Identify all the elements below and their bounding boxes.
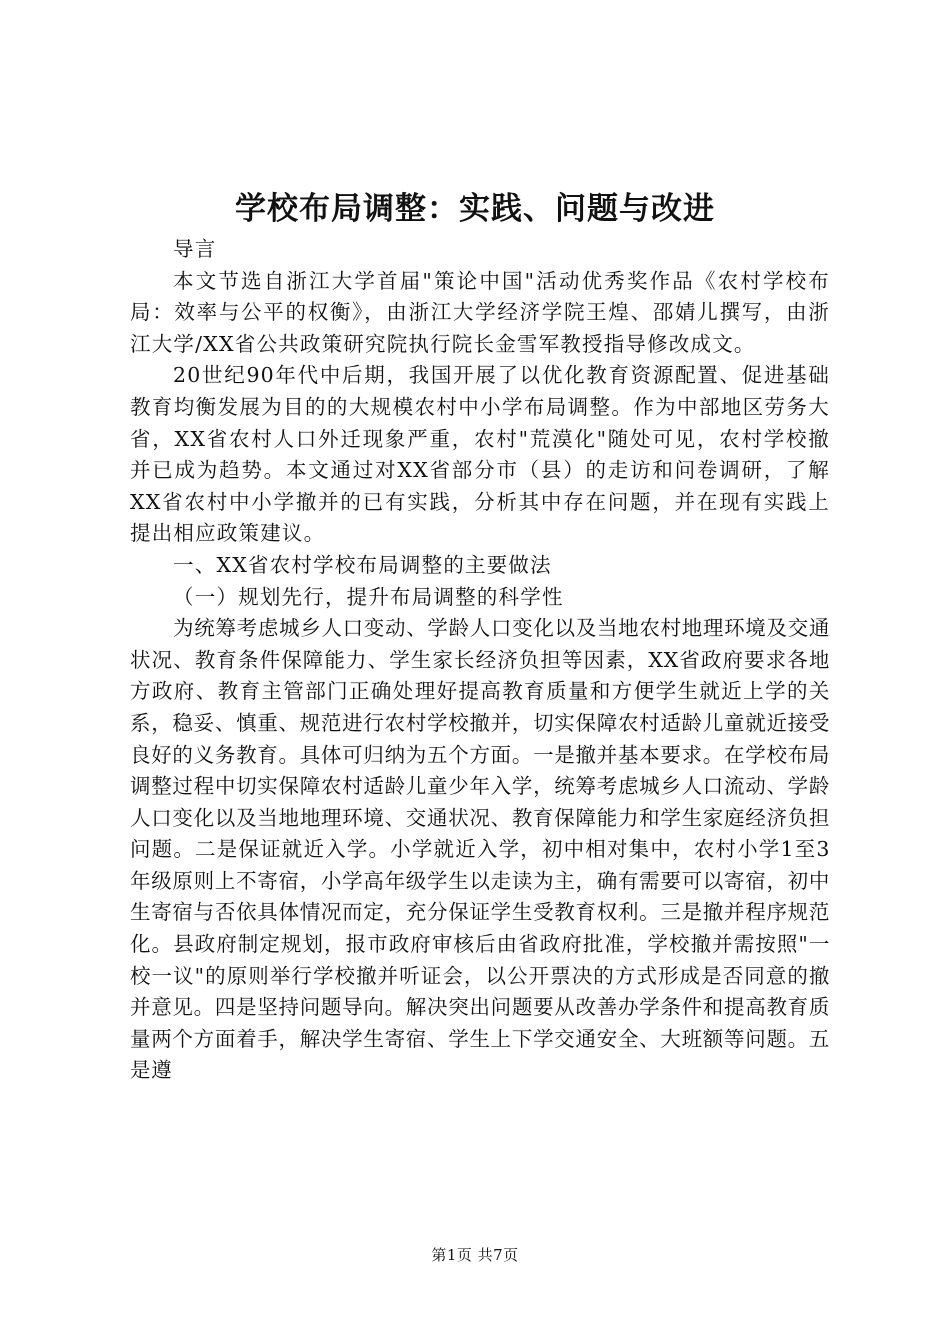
section-heading-intro: 导言 xyxy=(173,237,217,261)
section-heading-1: 一、XX省农村学校布局调整的主要做法 xyxy=(173,552,552,577)
subsection-heading-1-1: （一）规划先行，提升布局调整的科学性 xyxy=(173,584,564,609)
document-title: 学校布局调整：实践、问题与改进 xyxy=(235,191,715,227)
paragraph-background: 20世纪90年代中后期，我国开展了以优化教育资源配置、促进基础教育均衡发展为目的的大规模农村中小学布局调整。作为中部地区劳务大省，XX省农村人口外迁现象严重，农村"荒漠化"随处可见，农村学校撤并已成为趋势。本文通过对XX省部分市（县）的走访和问卷调研，了解XX省农村中小学撤并的已有实践，分析其中存在问题，并在现有实践上提出相应政策建议。 xyxy=(130,363,830,546)
paragraph-source-note: 本文节选自浙江大学首届"策论中国"活动优秀奖作品《农村学校布局：效率与公平的权衡》，由浙江大学经济学院王煌、邵婧儿撰写，由浙江大学/XX省公共政策研究院执行院长金雪军教授指导修改成文。 xyxy=(130,268,830,356)
page-number-footer: 第1页 共7页 xyxy=(431,1246,519,1264)
document-body xyxy=(130,234,830,1087)
paragraph-planning: 为统筹考虑城乡人口变动、学龄人口变化以及当地农村地理环境及交通状况、教育条件保障能力、学生家长经济负担等因素，XX省政府要求各地方政府、教育主管部门正确处理好提高教育质量和方便学生就近上学的关系，稳妥、慎重、规范进行农村学校撤并，切实保障农村适龄儿童就近接受良好的义务教育。具体可归纳为五个方面。一是撤并基本要求。在学校布局调整过程中切实保障农村适龄儿童少年入学，统筹考虑城乡人口流动、学龄人口变化以及当地地理环境、交通状况、教育保障能力和学生家庭经济负担问题。二是保证就近入学。小学就近入学，初中相对集中，农村小学1至3年级原则上不寄宿，小学高年级学生以走读为主，确有需要可以寄宿，初中生寄宿与否依具体情况而定，充分保证学生受教育权利。三是撤并程序规范化。县政府制定规划，报市政府审核后由省政府批准，学校撤并需按照"一校一议"的原则举行学校撤并听证会，以公开票决的方式形成是否同意的撤并意见。四是坚持问题导向。解决突出问题要从改善办学条件和提高教育质量两个方面着手，解决学生寄宿、学生上下学交通安全、大班额等问题。五是遵 xyxy=(130,616,830,1083)
